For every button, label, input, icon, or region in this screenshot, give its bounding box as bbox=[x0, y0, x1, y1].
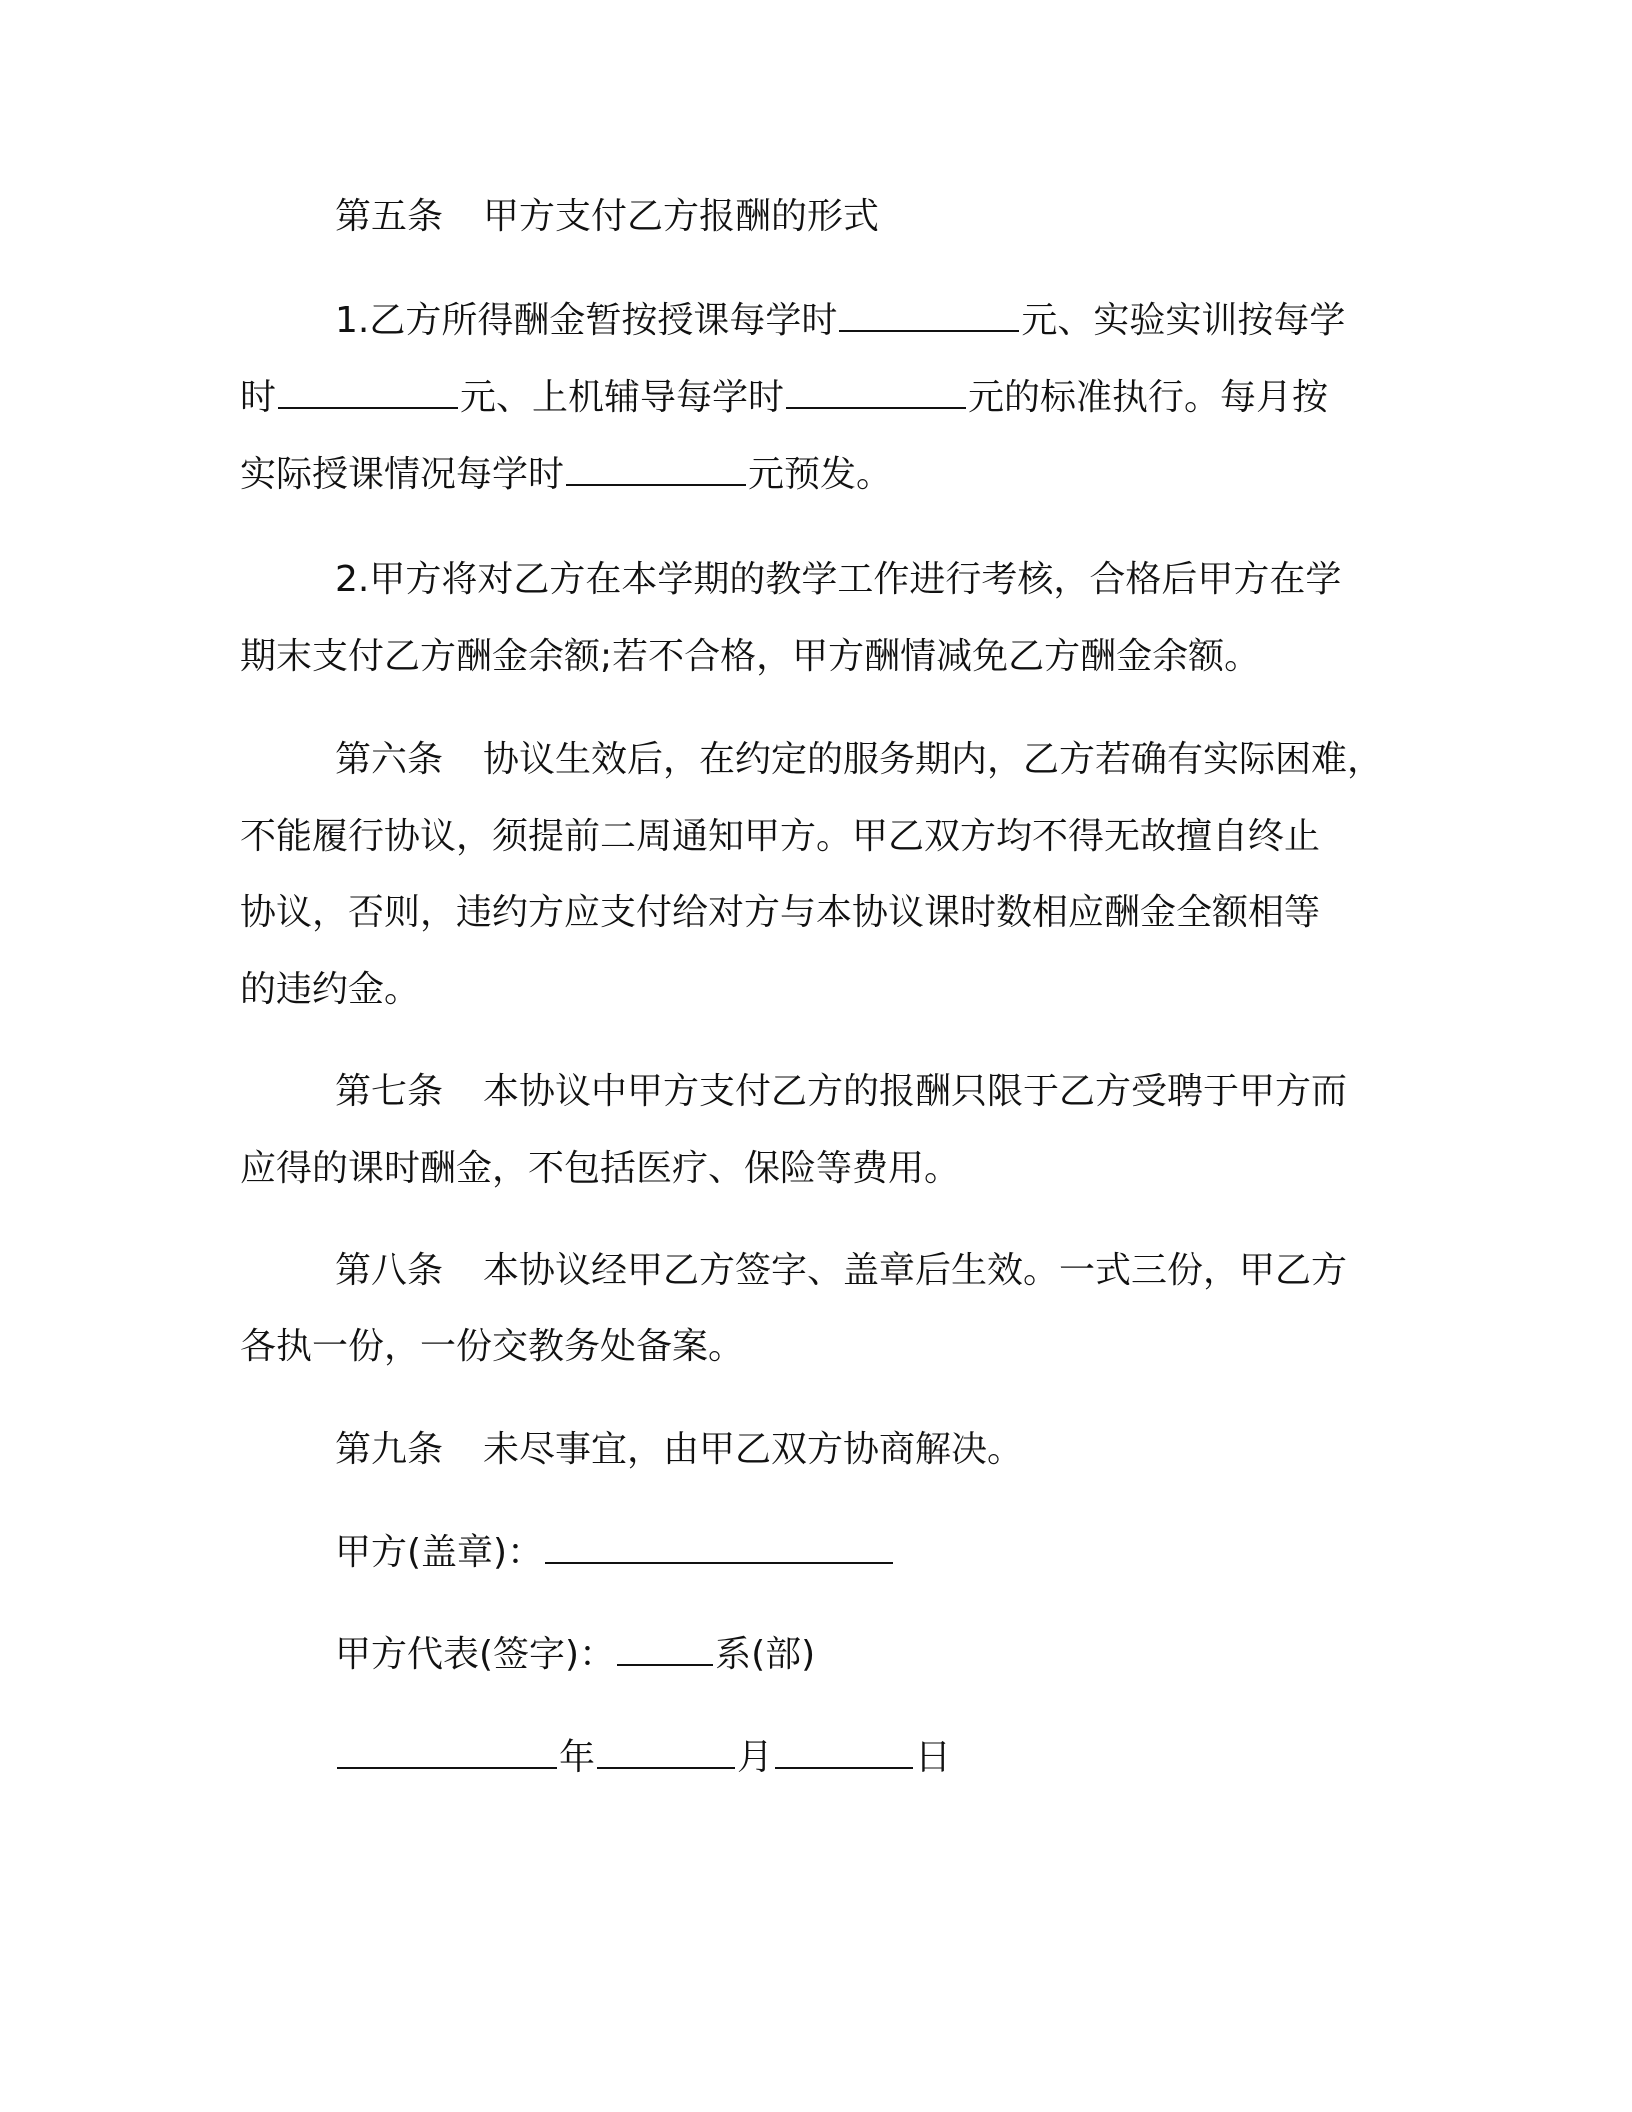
party-a-rep-field[interactable] bbox=[617, 1632, 713, 1666]
article-6-line-2: 不能履行协议，须提前二周通知甲方。甲乙双方均不得无故擅自终止 bbox=[240, 816, 1321, 857]
date-line bbox=[335, 1733, 1495, 1783]
party-a-rep-line bbox=[335, 1630, 1495, 1680]
article-8-text: 本协议经甲乙方签字、盖章后生效。一式三份，甲乙方 bbox=[483, 1250, 1348, 1291]
item-1-text-f: 实际授课情况每学时 bbox=[240, 454, 565, 495]
article-9-number: 第九条 bbox=[335, 1429, 444, 1470]
blank-field-computer-rate[interactable] bbox=[786, 375, 966, 409]
article-5-heading bbox=[335, 192, 1495, 242]
article-7-text: 本协议中甲方支付乙方的报酬只限于乙方受聘于甲方而 bbox=[483, 1071, 1348, 1112]
article-8-number: 第八条 bbox=[335, 1250, 444, 1291]
year-label: 年 bbox=[559, 1737, 596, 1778]
article-9-text: 未尽事宜，由甲乙双方协商解决。 bbox=[483, 1429, 1024, 1470]
article-6-line-3: 协议，否则，违约方应支付给对方与本协议课时数相应酬金全额相等 bbox=[240, 892, 1321, 933]
day-label: 日 bbox=[915, 1737, 952, 1778]
article-5-item-2-line-2: 期末支付乙方酬金余额;若不合格，甲方酬情减免乙方酬金余额。 bbox=[240, 636, 1261, 677]
article-5-title: 甲方支付乙方报酬的形式 bbox=[483, 196, 880, 237]
party-a-seal-label: 甲方(盖章)： bbox=[335, 1532, 544, 1573]
item-1-text-c: 时 bbox=[240, 377, 277, 418]
blank-field-advance-rate[interactable] bbox=[566, 452, 746, 486]
party-a-seal-line bbox=[335, 1528, 1495, 1578]
article-5-item-1-line-1 bbox=[335, 296, 1495, 346]
article-7-number: 第七条 bbox=[335, 1071, 444, 1112]
item-1-text-b: 元、实验实训按每学 bbox=[1021, 300, 1346, 341]
item-1-text-d: 元、上机辅导每学时 bbox=[460, 377, 785, 418]
article-5-item-2-line-1: 2.甲方将对乙方在本学期的教学工作进行考核，合格后甲方在学 bbox=[335, 559, 1342, 600]
article-6-number: 第六条 bbox=[335, 739, 444, 780]
month-field[interactable] bbox=[597, 1735, 735, 1769]
party-a-rep-label: 甲方代表(签字)： bbox=[335, 1634, 616, 1675]
party-a-seal-field[interactable] bbox=[545, 1530, 893, 1564]
item-1-text-a: 1.乙方所得酬金暂按授课每学时 bbox=[335, 300, 838, 341]
article-7-line-1 bbox=[335, 1067, 1495, 1117]
article-9-line-1 bbox=[335, 1425, 1495, 1475]
item-1-text-g: 元预发。 bbox=[748, 454, 893, 495]
month-label: 月 bbox=[737, 1737, 774, 1778]
day-field[interactable] bbox=[775, 1735, 913, 1769]
article-7-line-2: 应得的课时酬金，不包括医疗、保险等费用。 bbox=[240, 1148, 961, 1189]
article-8-line-1 bbox=[335, 1246, 1495, 1296]
blank-field-lecture-rate[interactable] bbox=[839, 298, 1019, 332]
item-1-text-e: 元的标准执行。每月按 bbox=[968, 377, 1329, 418]
year-field[interactable] bbox=[337, 1735, 557, 1769]
article-5-item-1-line-2 bbox=[240, 373, 1400, 423]
article-5-number: 第五条 bbox=[335, 196, 444, 237]
article-5-item-1-line-3 bbox=[240, 450, 1400, 500]
article-6-line-4: 的违约金。 bbox=[240, 969, 421, 1010]
article-8-line-2: 各执一份，一份交教务处备案。 bbox=[240, 1326, 745, 1367]
blank-field-lab-rate[interactable] bbox=[278, 375, 458, 409]
article-6-text: 协议生效后，在约定的服务期内，乙方若确有实际困难， bbox=[483, 739, 1384, 780]
dept-label: 系(部) bbox=[715, 1634, 816, 1675]
article-6-line-1 bbox=[335, 735, 1495, 785]
